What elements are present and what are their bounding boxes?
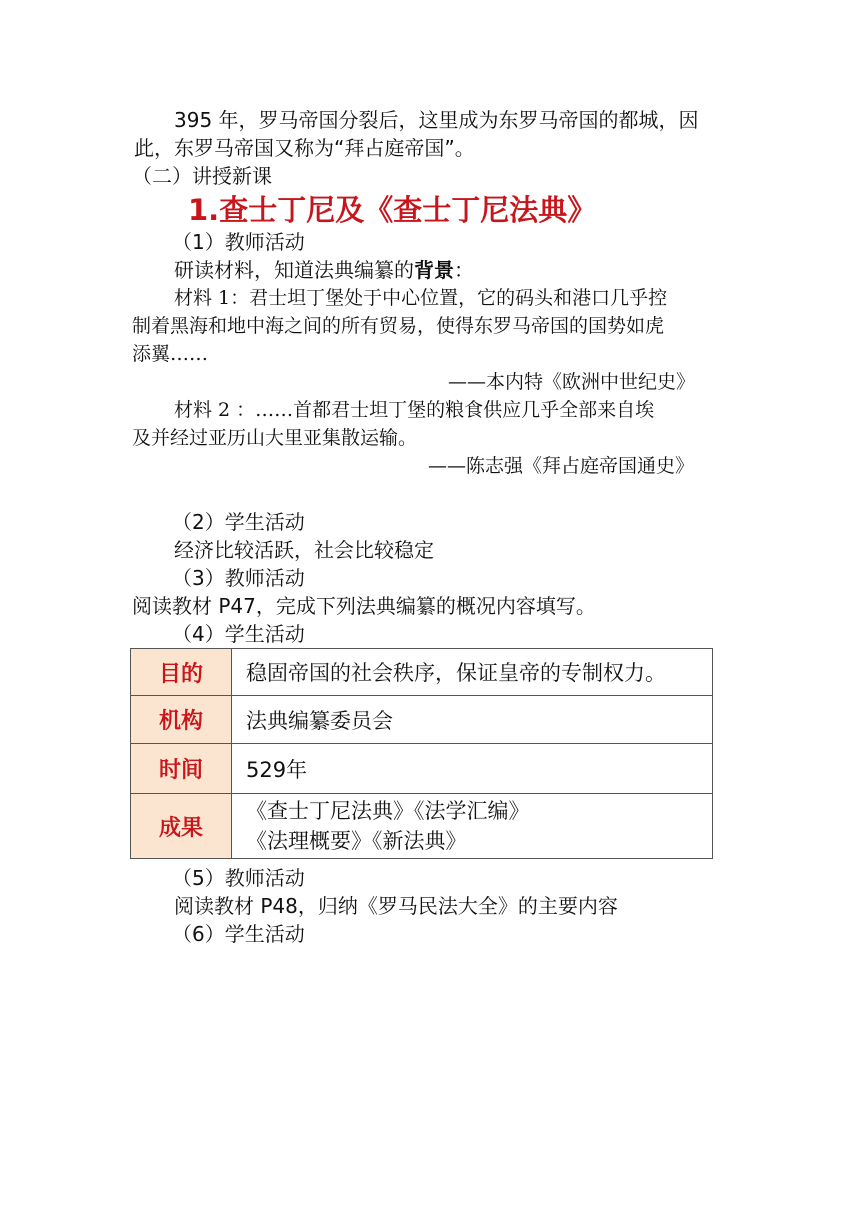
intro-line-2: 此，东罗马帝国又称为“拜占庭帝国”。 [134, 136, 475, 160]
row-label-purpose: 目的 [131, 649, 232, 696]
study-prompt-bold: 背景 [414, 258, 454, 282]
row-label-institution: 机构 [131, 696, 232, 744]
step-2-label: （2）学生活动 [172, 510, 305, 534]
results-line-1: 《查士丁尼法典》《法学汇编》 [246, 799, 530, 823]
study-prompt-suffix: ： [454, 258, 474, 282]
material-2-line-2: 及并经过亚历山大里亚集散运输。 [132, 427, 418, 449]
table-row [131, 649, 713, 696]
step-4-label: （4）学生活动 [172, 622, 305, 646]
row-value-time: 529年 [232, 744, 713, 794]
instruction-3: 阅读教材 P47，完成下列法典编纂的概况内容填写。 [132, 594, 596, 618]
step-5-label: （5）教师活动 [172, 866, 305, 890]
material-1-line-1: 材料 1：君士坦丁堡处于中心位置，它的码头和港口几乎控 [174, 287, 668, 309]
answer-2: 经济比较活跃，社会比较稳定 [174, 538, 434, 562]
study-prompt [174, 256, 474, 284]
row-value-results [232, 794, 713, 859]
codification-summary-table [130, 648, 713, 859]
study-prompt-prefix: 研读材料，知道法典编纂的 [174, 258, 414, 282]
table-row [131, 744, 713, 794]
material-1-source: ——本内特《欧洲中世纪史》 [448, 371, 696, 393]
step-3-label: （3）教师活动 [172, 566, 305, 590]
material-1-line-2: 制着黑海和地中海之间的所有贸易，使得东罗马帝国的国势如虎 [132, 315, 665, 337]
row-label-results: 成果 [131, 794, 232, 859]
material-1-line-3: 添翼…… [132, 343, 209, 365]
row-value-purpose: 稳固帝国的社会秩序，保证皇帝的专制权力。 [232, 649, 713, 696]
table-row [131, 794, 713, 859]
material-2-line-1: 材料 2 ：……首都君士坦丁堡的粮食供应几乎全部来自埃 [174, 399, 655, 421]
intro-line-1: 395 年，罗马帝国分裂后，这里成为东罗马帝国的都城，因 [174, 108, 699, 132]
row-label-time: 时间 [131, 744, 232, 794]
material-2-source: ——陈志强《拜占庭帝国通史》 [428, 455, 695, 477]
row-value-institution: 法典编纂委员会 [232, 696, 713, 744]
section-title: （二）讲授新课 [132, 164, 272, 188]
instruction-5: 阅读教材 P48，归纳《罗马民法大全》的主要内容 [174, 894, 618, 918]
results-line-2: 《法理概要》《新法典》 [246, 829, 467, 853]
lesson-heading: 1.查士丁尼及《查士丁尼法典》 [188, 193, 597, 227]
table-row [131, 696, 713, 744]
step-1-label: （1）教师活动 [172, 230, 305, 254]
step-6-label: （6）学生活动 [172, 922, 305, 946]
